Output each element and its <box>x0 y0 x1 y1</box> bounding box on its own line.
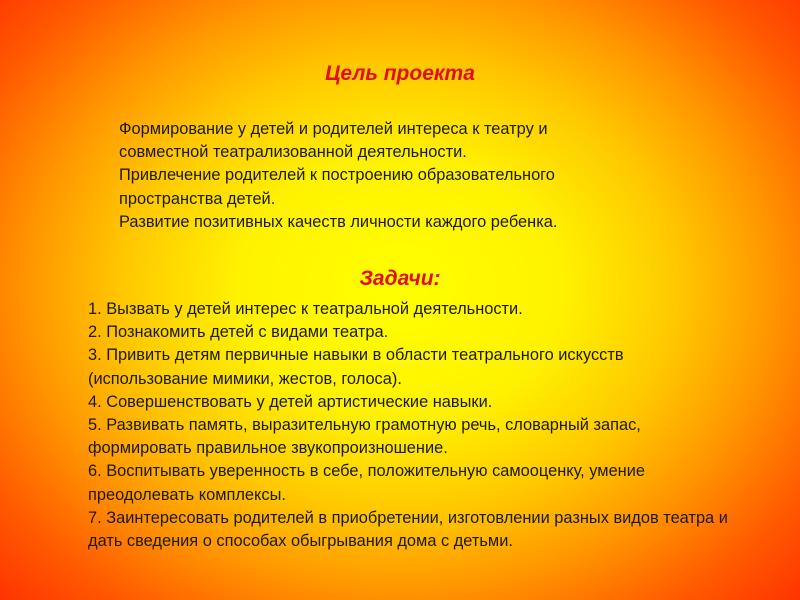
task-number: 4. <box>88 392 102 411</box>
goal-title: Цель проекта <box>325 62 475 85</box>
task-text: Привить детям первичные навыки в области театрального искусств (использование мимики, жестов, голоса). <box>88 346 624 388</box>
goal-line: пространства детей. <box>119 189 276 208</box>
task-number: 5. <box>88 416 102 435</box>
task-item <box>88 414 748 460</box>
task-number: 7. <box>88 508 102 527</box>
task-text: Воспитывать уверенность в себе, положительную самооценку, умение преодолевать комплексы. <box>88 462 646 504</box>
task-number: 3. <box>88 346 102 365</box>
task-text: Заинтересовать родителей в приобретении, изготовлении разных видов театра и дать сведения о способах обыгрывания дома с детьми. <box>88 508 728 551</box>
tasks-title: Задачи: <box>359 267 441 290</box>
task-text: Познакомить детей с видами театра. <box>106 323 389 342</box>
task-item <box>88 321 748 344</box>
task-item <box>88 344 748 390</box>
task-text: Вызвать у детей интерес к театральной деятельности. <box>106 300 523 318</box>
task-item <box>88 507 748 553</box>
task-item <box>88 298 748 321</box>
goal-line: совместной театрализованной деятельности. <box>119 143 467 162</box>
task-item <box>88 391 748 414</box>
task-number: 1. <box>88 300 102 318</box>
goal-line: Формирование у детей и родителей интереса к театру и <box>119 120 548 138</box>
task-text: Совершенствовать у детей артистические навыки. <box>106 392 493 411</box>
goal-text <box>119 118 739 234</box>
task-text: Развивать память, выразительную грамотную речь, словарный запас, формировать правильное звукопроизношение. <box>88 416 641 458</box>
goal-line: Привлечение родителей к построению образовательного <box>119 166 555 185</box>
task-number: 6. <box>88 462 102 481</box>
task-number: 2. <box>88 323 102 342</box>
tasks-list <box>88 298 748 553</box>
task-item <box>88 460 748 506</box>
goal-line: Развитие позитивных качеств личности каждого ребенка. <box>119 212 558 231</box>
